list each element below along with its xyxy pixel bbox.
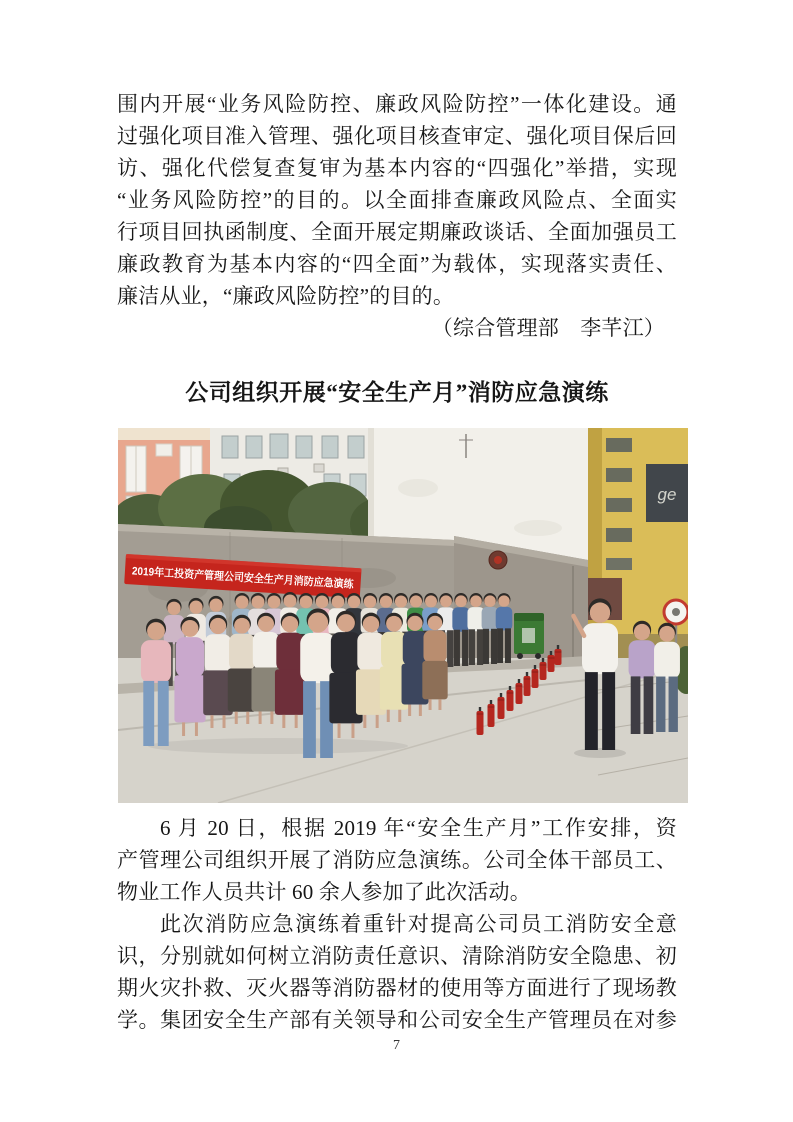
page-number: 7 <box>393 1038 400 1053</box>
text-line: 产管理公司组织开展了消防应急演练。公司全体干部员工、 <box>117 848 677 872</box>
text-line: 廉洁从业，“廉政风险防控”的目的。 <box>117 284 455 308</box>
paragraph-risk-control <box>117 88 677 312</box>
text-line: 此次消防应急演练着重针对提高公司员工消防安全意 <box>160 912 677 936</box>
photo-illustration <box>118 428 688 803</box>
text-line: 6 月 20 日，根据 2019 年“安全生产月”工作安排，资 <box>160 816 677 840</box>
article-title: 公司组织开展“安全生产月”消防应急演练 <box>185 380 609 405</box>
text-line: 学。集团安全生产部有关领导和公司安全生产管理员在对参 <box>117 1008 677 1032</box>
document-page <box>117 88 677 1036</box>
text-line: 访、强化代偿复查复审为基本内容的“四强化”举措，实现 <box>117 156 677 180</box>
text-line: 廉政教育为基本内容的“四全面”为载体，实现落实责任、 <box>117 252 677 276</box>
text-line: “业务风险防控”的目的。以全面排查廉政风险点、全面实 <box>117 188 677 212</box>
text-line: 过强化项目准入管理、强化项目核查审定、强化项目保后回 <box>117 124 677 148</box>
paragraphs-fire-drill <box>117 812 677 1036</box>
shop-sign-text: ge <box>657 485 677 504</box>
text-line: 行项目回执函制度、全面开展定期廉政谈话、全面加强员工 <box>117 220 677 244</box>
dumpster <box>514 613 544 659</box>
text-line: 识，分别就如何树立消防责任意识、清除消防安全隐患、初 <box>117 944 677 968</box>
text-line: 物业工作人员共计 60 余人参加了此次活动。 <box>117 880 531 904</box>
event-photo <box>118 428 688 803</box>
text-line: 期火灾扑救、灭火器等消防器材的使用等方面进行了现场教 <box>117 976 677 1000</box>
attribution: （综合管理部 李芊江） <box>431 316 665 340</box>
text-line: 围内开展“业务风险防控、廉政风险防控”一体化建设。通 <box>117 92 677 116</box>
banner-text: 2019年工投资产管理公司安全生产月消防应急演练 <box>131 565 377 593</box>
